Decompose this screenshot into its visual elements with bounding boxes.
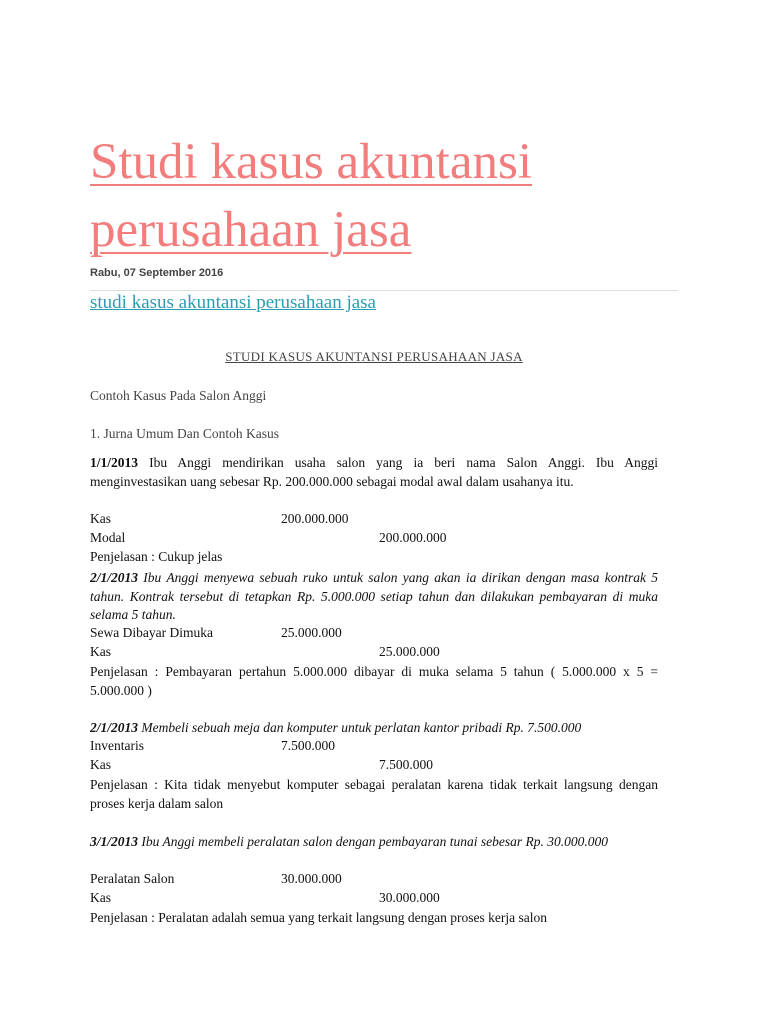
entry-4-date: 3/1/2013 [90, 834, 139, 849]
entry-2-credit-amount: 25.000.000 [379, 644, 440, 659]
article-heading: STUDI KASUS AKUNTANSI PERUSAHAAN JASA [225, 349, 523, 364]
entry-1-credit-row [90, 530, 658, 549]
entry-2-debit-account: Sewa Dibayar Dimuka [90, 625, 213, 640]
entry-2-credit-row [90, 644, 658, 663]
entry-4-credit-row [90, 890, 658, 909]
entry-1-date: 1/1/2013 [90, 455, 139, 470]
section-title: 1. Jurna Umum Dan Contoh Kasus [90, 426, 279, 441]
entry-3-debit-amount: 7.500.000 [281, 738, 335, 753]
case-title: Contoh Kasus Pada Salon Anggi [90, 388, 267, 403]
entry-4-explanation: Penjelasan : Peralatan adalah semua yang terkait langsung dengan proses kerja salon [90, 910, 547, 925]
entry-4-text: Ibu Anggi membeli peralatan salon dengan pembayaran tunai sebesar Rp. 30.000.000 [138, 834, 608, 849]
entry-2-text: Ibu Anggi menyewa sebuah ruko untuk salon yang akan ia dirikan dengan masa kontrak 5 tahun. Kontrak tersebut di tetapkan Rp. 5.000.000 setiap tahun dan dilakukan pembayaran di muka selama 5 tahun. [90, 570, 658, 623]
entry-2-date: 2/1/2013 [90, 570, 139, 585]
entry-1-debit-amount: 200.000.000 [281, 511, 349, 526]
entry-1-credit-amount: 200.000.000 [379, 530, 447, 545]
entry-4-debit-row [90, 871, 658, 890]
entry-1-explanation: Penjelasan : Cukup jelas [90, 549, 223, 564]
entry-3-credit-amount: 7.500.000 [379, 757, 433, 772]
entry-3-description [90, 719, 658, 738]
entry-1-description [90, 454, 658, 491]
entry-1-text: Ibu Anggi mendirikan usaha salon yang ia beri nama Salon Anggi. Ibu Anggi menginvestasikan uang sebesar Rp. 200.000.000 sebagai modal awal dalam usahanya itu. [90, 455, 658, 489]
entry-2-description [90, 569, 658, 625]
entry-3-credit-row [90, 757, 658, 776]
entry-1-credit-account: Modal [90, 530, 126, 545]
post-title[interactable]: Studi kasus akuntansi perusahaan jasa [90, 134, 532, 258]
entry-4-debit-account: Peralatan Salon [90, 871, 175, 886]
entry-3-date: 2/1/2013 [90, 720, 139, 735]
post-subtitle-link[interactable]: studi kasus akuntansi perusahaan jasa [90, 292, 376, 313]
entry-4-description [90, 833, 658, 852]
entry-2-debit-row [90, 625, 658, 644]
entry-3-text: Membeli sebuah meja dan komputer untuk perlatan kantor pribadi Rp. 7.500.000 [138, 720, 582, 735]
entry-3-debit-row [90, 738, 658, 757]
entry-1-debit-account: Kas [90, 511, 111, 526]
entry-2-credit-account: Kas [90, 644, 111, 659]
entry-4-credit-amount: 30.000.000 [379, 890, 440, 905]
entry-3-explanation: Penjelasan : Kita tidak menyebut komputer sebagai peralatan karena tidak terkait langsung dengan proses kerja dalam salon [90, 777, 658, 811]
entry-2-explanation: Penjelasan : Pembayaran pertahun 5.000.000 dibayar di muka selama 5 tahun ( 5.000.000 x 5 = 5.000.000 ) [90, 664, 658, 698]
entry-3-debit-account: Inventaris [90, 738, 144, 753]
post-date: Rabu, 07 September 2016 [90, 267, 224, 279]
entry-4-credit-account: Kas [90, 890, 111, 905]
entry-3-credit-account: Kas [90, 757, 111, 772]
entry-4-debit-amount: 30.000.000 [281, 871, 342, 886]
entry-1-debit-row [90, 511, 658, 530]
entry-2-debit-amount: 25.000.000 [281, 625, 342, 640]
divider [90, 290, 678, 291]
